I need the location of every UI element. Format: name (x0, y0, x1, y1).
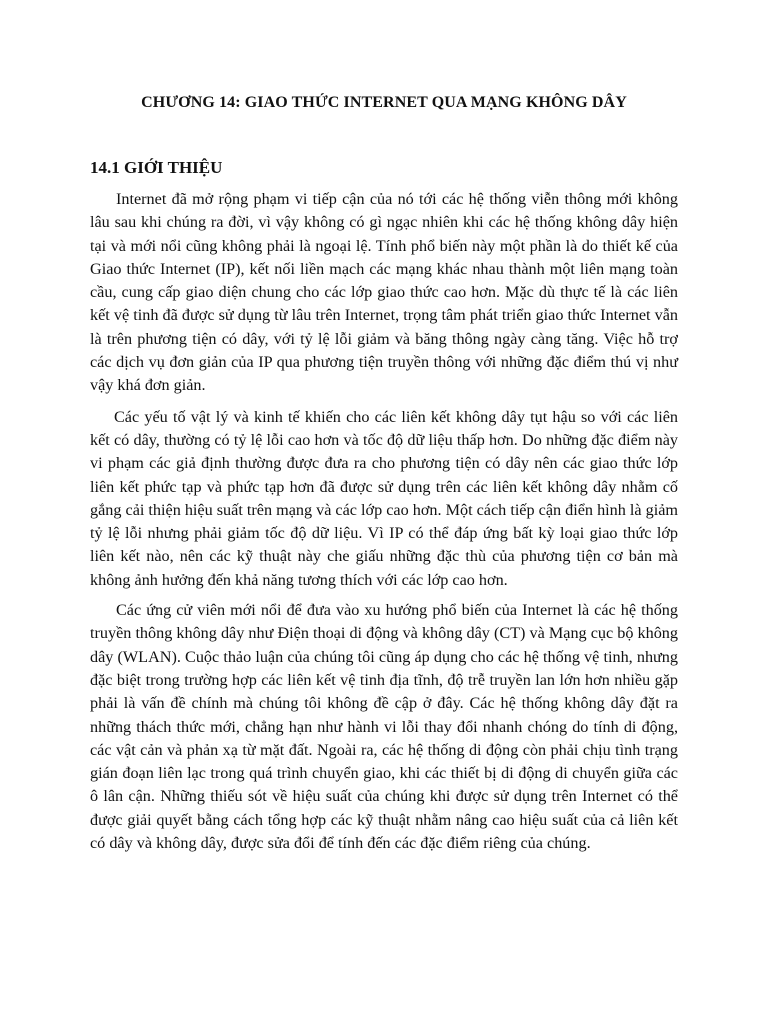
paragraph-2: Các yếu tố vật lý và kinh tế khiến cho các liên kết không dây tụt hậu so với các liên kết có dây, thường có tỷ lệ lỗi cao hơn và tốc độ dữ liệu thấp hơn. Do những đặc điểm này vi phạm các giả định thường được đưa ra cho phương tiện có dây nên các giao thức lớp liên kết phức tạp và phức tạp hơn đã được sử dụng trên các liên kết không dây nhằm cố gắng cải thiện hiệu suất trên mạng và các lớp cao hơn. Một cách tiếp cận điển hình là giảm tỷ lệ lỗi nhưng phải giảm tốc độ dữ liệu. Vì IP có thể đáp ứng bất kỳ loại giao thức lớp liên kết nào, nên các kỹ thuật này che giấu những đặc thù của phương tiện cơ bản mà không ảnh hưởng đến khả năng tương thích với các lớp cao hơn. (90, 407, 678, 589)
section-heading: 14.1 GIỚI THIỆU (90, 158, 223, 177)
paragraph-3: Các ứng cử viên mới nổi để đưa vào xu hướng phổ biến của Internet là các hệ thống truyền thông không dây như Điện thoại di động và không dây (CT) và Mạng cục bộ không dây (WLAN). Cuộc thảo luận của chúng tôi cũng áp dụng cho các hệ thống vệ tinh, nhưng đặc biệt trong trường hợp các liên kết vệ tinh địa tĩnh, độ trễ truyền lan lớn hơn nhiều gặp phải là vấn đề chính mà chúng tôi không đề cập ở đây. Các hệ thống không dây đặt ra những thách thức mới, chẳng hạn như hành vi lỗi thay đổi nhanh chóng do tính di động, các vật cản và phản xạ từ mặt đất. Ngoài ra, các hệ thống di động còn phải chịu tình trạng gián đoạn liên lạc trong quá trình chuyển giao, khi các thiết bị di động di chuyển giữa các ô lân cận. Những thiếu sót về hiệu suất của chúng khi được sử dụng trên Internet có thể được giải quyết bằng cách tổng hợp các kỹ thuật nhằm nâng cao hiệu suất của cả liên kết có dây và không dây, được sửa đổi để tính đến các đặc điểm riêng của chúng. (90, 601, 678, 853)
paragraph-1: Internet đã mở rộng phạm vi tiếp cận của nó tới các hệ thống viễn thông mới không lâu sau khi chúng ra đời, vì vậy không có gì ngạc nhiên khi các hệ thống không dây hiện tại và mới nổi cũng không phải là ngoại lệ. Tính phổ biến này một phần là do thiết kế của Giao thức Internet (IP), kết nối liền mạch các mạng khác nhau thành một liên mạng toàn cầu, cung cấp giao diện chung cho các lớp giao thức cao hơn. Mặc dù thực tế là các liên kết vệ tinh đã được sử dụng từ lâu trên Internet, trọng tâm phát triển giao thức Internet vẫn là trên phương tiện có dây, với tỷ lệ lỗi giảm và băng thông ngày càng tăng. Việc hỗ trợ các dịch vụ đơn giản của IP qua phương tiện truyền thông với những đặc điểm thú vị như vậy khá đơn giản. (90, 190, 678, 395)
chapter-title: CHƯƠNG 14: GIAO THỨC INTERNET QUA MẠNG KHÔNG DÂY (141, 94, 627, 111)
